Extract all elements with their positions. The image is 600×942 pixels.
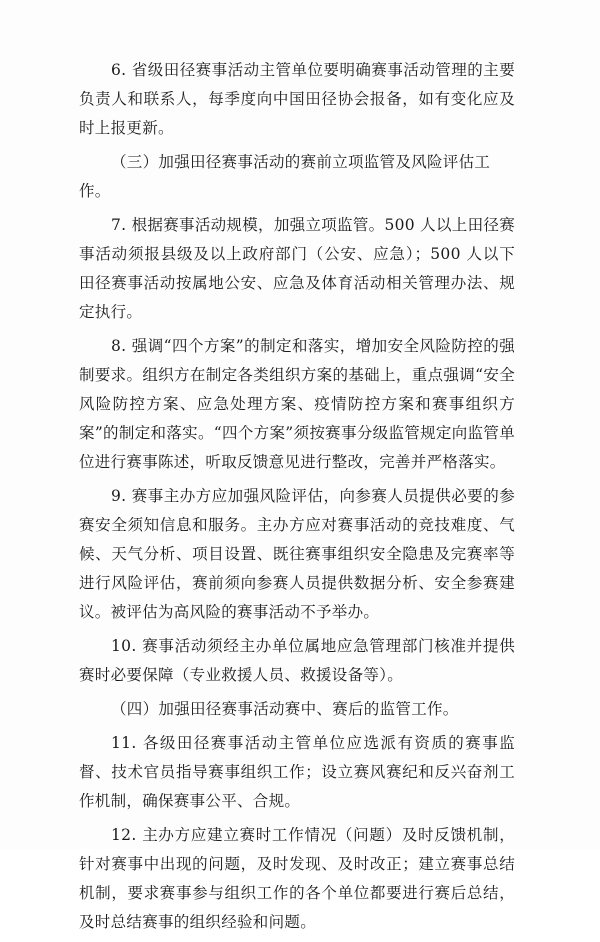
- paragraph-item-9: 9. 赛事主办方应加强风险评估，向参赛人员提供必要的参赛安全须知信息和服务。主办方应对赛事活动的竞技难度、气候、天气分析、项目设置、既往赛事组织安全隐患及完赛率等进行风险评估，赛前须向参赛人员提供数据分析、安全参赛建议。被评估为高风险的赛事活动不予举办。: [79, 487, 515, 621]
- paragraph-item-7: 7. 根据赛事活动规模，加强立项监管。500 人以上田径赛事活动须报县级及以上政府部门（公安、应急）；500 人以下田径赛事活动按属地公安、应急及体育活动相关管理办法、规定执行。: [79, 216, 515, 321]
- paragraph-item-10: 10. 赛事活动须经主办单位属地应急管理部门核准并提供赛时必要保障（专业救援人员、救援设备等）。: [79, 637, 515, 684]
- paragraph-item-12: 12. 主办方应建立赛时工作情况（问题）及时反馈机制，针对赛事中出现的问题，及时发现、及时改正；建立赛事总结机制，要求赛事参与组织工作的各个单位都要进行赛后总结，及时总结赛事的组织经验和问题。: [79, 826, 515, 931]
- paragraph-item-11: 11. 各级田径赛事活动主管单位应选派有资质的赛事监督、技术官员指导赛事组织工作；设立赛风赛纪和反兴奋剂工作机制，确保赛事公平、合规。: [79, 734, 515, 810]
- paragraph-item-8: 8. 强调“四个方案”的制定和落实，增加安全风险防控的强制要求。组织方在制定各类组织方案的基础上，重点强调“安全风险防控方案、应急处理方案、疫情防控方案和赛事组织方案”的制定和落实。“四个方案”须按赛事分级监管规定向监管单位进行赛事陈述，听取反馈意见进行整改，完善并严格落实。: [79, 337, 515, 471]
- document-body: [79, 56, 515, 942]
- section-heading-4: （四）加强田径赛事活动赛中、赛后的监管工作。: [111, 700, 459, 718]
- paragraph-item-6: 6. 省级田径赛事活动主管单位要明确赛事活动管理的主要负责人和联系人，每季度向中国田径协会报备，如有变化应及时上报更新。: [79, 61, 515, 137]
- section-heading-3: （三）加强田径赛事活动的赛前立项监管及风险评估工作。: [79, 153, 491, 200]
